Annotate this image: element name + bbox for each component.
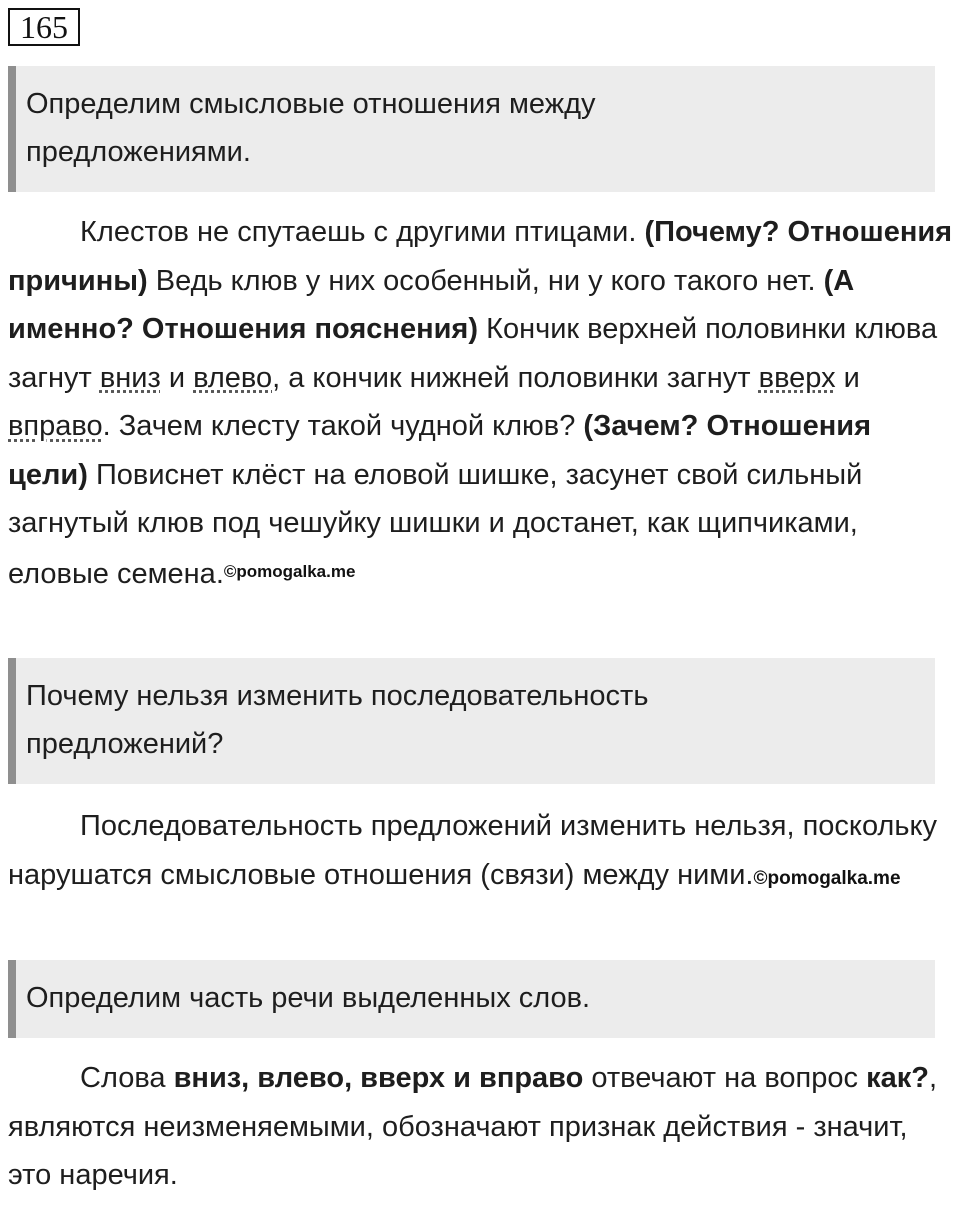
- text: Слова: [80, 1062, 166, 1094]
- text: и: [843, 361, 860, 394]
- text: Кончик верхней половинки клюва загнут: [8, 313, 938, 394]
- question-2-line-1: Почему нельзя изменить последовательность: [26, 680, 649, 712]
- text: Повиснет клёст на еловой шишке, засунет свой сильный загнутый клюв под чешуйку шишки и достанет, как щипчиками, еловые семена.: [8, 458, 863, 590]
- text: и: [168, 361, 186, 394]
- text: , а кончик нижней половинки загнут: [272, 361, 751, 394]
- text: , являются неизменяемыми, обозначают признак действия - значит, это наречия.: [8, 1062, 937, 1191]
- highlighted-word: вправо: [8, 410, 103, 442]
- answer-paragraph-2: [8, 802, 953, 903]
- bold-note-explanation: (А именно? Отношения пояснения): [8, 264, 855, 345]
- highlighted-word: вверх: [758, 361, 836, 394]
- task-number: 165: [8, 8, 80, 46]
- text: Последовательность предложений изменить нельзя, поскольку нарушатся смысловые отношения (связи) между ними.: [8, 810, 937, 891]
- bold-note-reason: (Почему? Отношения причины): [8, 216, 953, 297]
- answer-paragraph-3: [8, 1054, 953, 1200]
- answer-paragraph-1: [8, 208, 953, 598]
- question-block-2: [8, 658, 935, 784]
- highlighted-word: вниз: [99, 361, 161, 394]
- question-1-line-1: Определим смысловые отношения между: [26, 88, 596, 120]
- text: . Зачем клесту такой чудной клюв?: [102, 410, 576, 442]
- bold-note-purpose: (Зачем? Отношения цели): [8, 410, 871, 491]
- highlighted-word: влево: [193, 361, 273, 394]
- watermark: ©pomogalka.me: [223, 561, 356, 581]
- text: Клестов не спутаешь с другими птицами.: [80, 216, 637, 248]
- bold-words: вниз, влево, вверх и вправо: [173, 1062, 584, 1094]
- question-2-line-2: предложений?: [26, 728, 224, 760]
- question-block-3: [8, 960, 935, 1038]
- watermark: ©pomogalka.me: [753, 867, 901, 889]
- text: Ведь клюв у них особенный, ни у кого такого нет.: [155, 264, 816, 297]
- text: отвечают на вопрос: [591, 1062, 858, 1094]
- bold-question: как?: [866, 1062, 929, 1094]
- question-1-line-2: предложениями.: [26, 136, 251, 168]
- question-3-line-1: Определим часть речи выделенных слов.: [26, 982, 591, 1014]
- question-block-1: [8, 66, 935, 192]
